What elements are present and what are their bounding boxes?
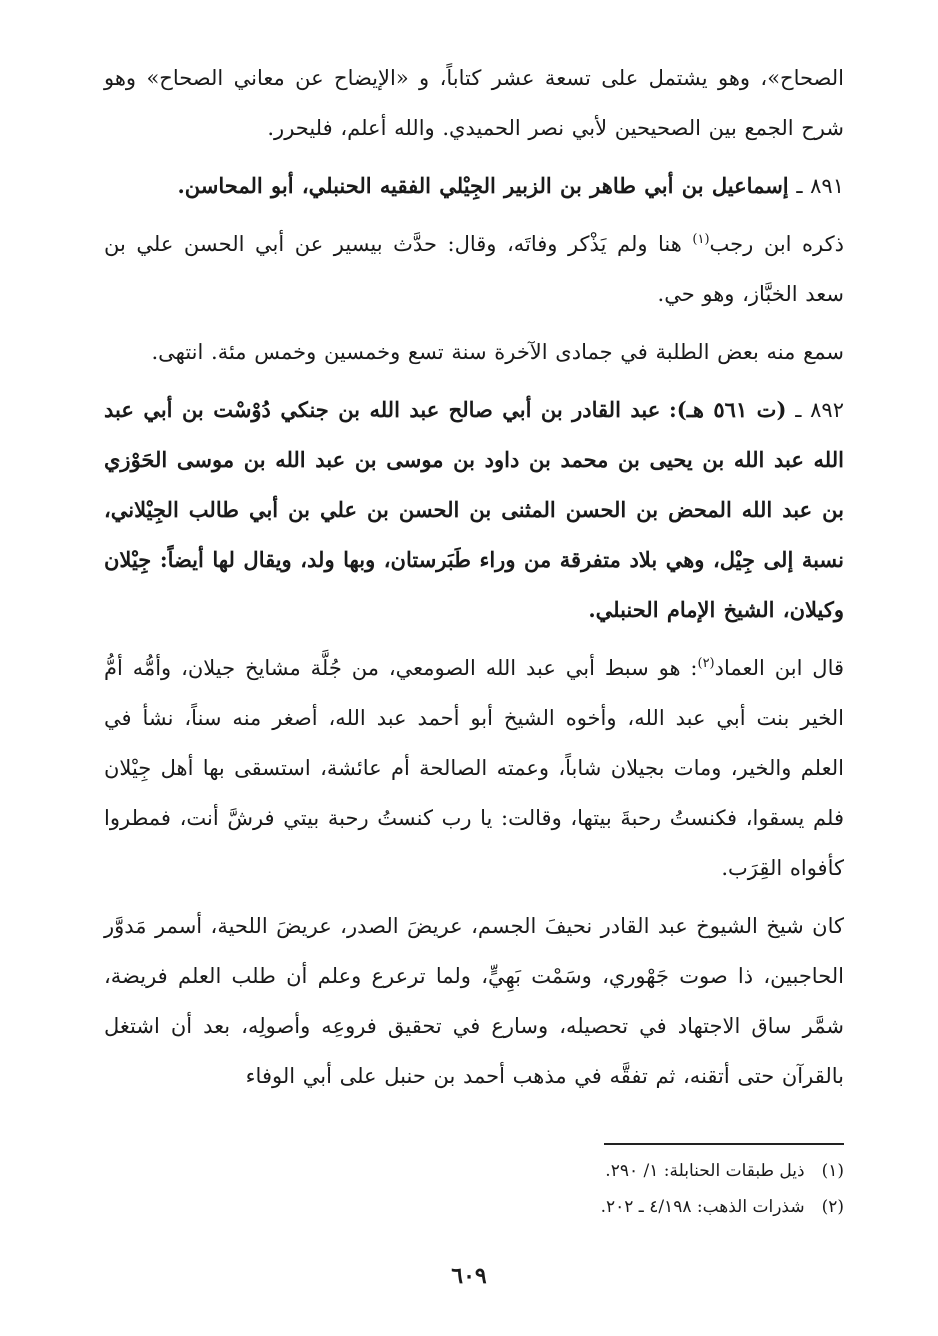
paragraph-text: قال ابن العماد bbox=[714, 656, 845, 680]
paragraph-continuation: الصحاح»، وهو يشتمل على تسعة عشر كتاباً، و «الإيضاح عن معاني الصحاح» وهو شرح الجمع بين الصحيحين لأبي نصر الحميدي. والله أعلم، فليحرر. bbox=[104, 66, 844, 140]
footnote-ref: (٢) bbox=[697, 656, 715, 671]
paragraph-ibn-imad bbox=[104, 643, 844, 893]
page-number: ٦٠٩ bbox=[451, 1263, 487, 1289]
paragraph-text: ذكره ابن رجب bbox=[709, 232, 844, 256]
footnote-ref: (١) bbox=[692, 232, 710, 247]
footnote-text: شذرات الذهب: ٤/١٩٨ ـ ٢٠٢. bbox=[600, 1197, 805, 1217]
entry-name: عبد القادر بن أبي صالح عبد الله بن جنكي دُوْسْت بن أبي عبد الله عبد الله بن يحيى بن محمد بن داود بن موسى بن عبد الله بن موسى الحَوْزي بن عبد الله المحض بن الحسن المثنى بن الحسن بن علي بن أبي طالب الجِيْلاني، نسبة إلى جِيْل، وهي بلاد متفرقة من وراء طَبَرستان، وبها ولد، ويقال لها أيضاً: جِيْلان وكيلان، الشيخ الإمام الحنبلي. bbox=[104, 397, 844, 622]
footnote-number: (٢) bbox=[821, 1197, 844, 1217]
footnote-text: ذيل طبقات الحنابلة: ١/ ٢٩٠. bbox=[605, 1161, 805, 1181]
body-text bbox=[104, 53, 844, 1101]
paragraph-text: : هو سبط أبي عبد الله الصومعي، من جُلَّة مشايخ جيلان، وأمُّه أمُّ الخير بنت أبي عبد الله، وأخوه الشيخ أبو أحمد عبد الله، أصغر منه سناً، نشأ في العلم والخير، ومات بجيلان شاباً، وعمته الصالحة أم عائشة، استسقى بها أهل جِيْلان فلم يسقوا، فكنستُ رحبةَ بيتها، وقالت: يا رب كنستُ رحبة بيتي فرشَّ أنت، فمطروا كأفواه القِرَب. bbox=[104, 656, 844, 880]
paragraph-description: كان شيخ الشيوخ عبد القادر نحيفَ الجسم، عريضَ الصدر، عريضَ اللحية، أسمر مَدوَّر الحاجبين، ذا صوت جَهْوري، وسَمْت بَهِيٍّ، ولما ترعرع وعلم أن طلب العلم فريضة، شمَّر ساق الاجتهاد في تحصيله، وسارع في تحقيق فروعِه وأصولِه، بعد أن اشتغل بالقرآن حتى أتقنه، ثم تفقَّه في مذهب أحمد بن حنبل على أبي الوفاء bbox=[104, 914, 844, 1088]
entry-891 bbox=[104, 161, 844, 211]
paragraph-ibn-rajab bbox=[104, 219, 844, 319]
footnotes bbox=[300, 1153, 844, 1225]
paragraph-sami: سمع منه بعض الطلبة في جمادى الآخرة سنة تسع وخمسين وخمس مئة. انتهى. bbox=[151, 340, 844, 364]
footnote-1 bbox=[300, 1153, 844, 1189]
entry-name: إسماعيل بن أبي طاهر بن الزبير الجِيْلي الفقيه الحنبلي، أبو المحاسن. bbox=[177, 173, 789, 198]
paragraph-text: هنا ولم يَذْكر وفاتَه، وقال: حدَّث بيسير عن أبي الحسن علي بن سعد الخبَّاز، وهو حي. bbox=[104, 232, 844, 306]
footnote-2 bbox=[300, 1189, 844, 1225]
entry-death-date: (ت ٥٦١ هـ): bbox=[669, 397, 787, 422]
entry-number: ٨٩٢ ـ bbox=[795, 398, 844, 422]
entry-892 bbox=[104, 385, 844, 635]
footnote-divider bbox=[604, 1143, 844, 1145]
footnote-number: (١) bbox=[821, 1161, 844, 1181]
entry-number: ٨٩١ ـ bbox=[796, 174, 844, 198]
